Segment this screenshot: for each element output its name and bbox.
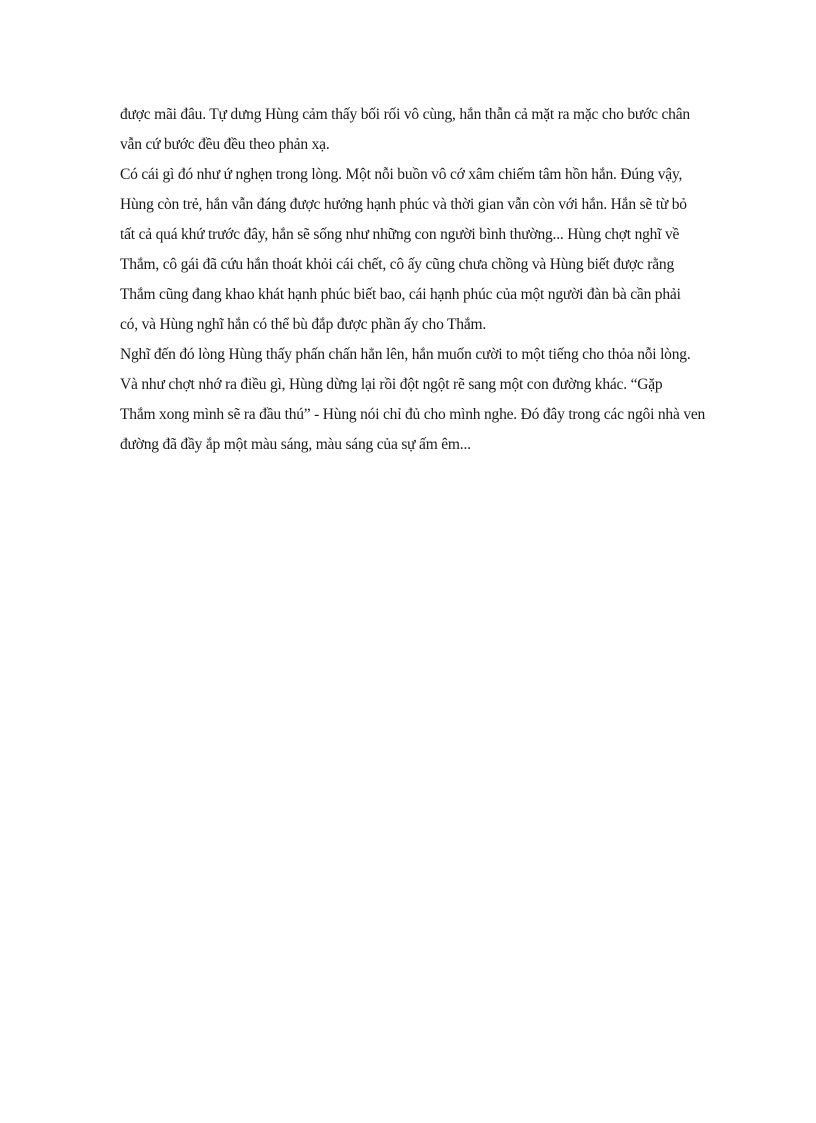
text-line: Thắm xong mình sẽ ra đầu thú” - Hùng nói chỉ đủ cho mình nghe. Đó đây trong các ngôi nhà ven	[120, 406, 706, 423]
text-line: Thắm, cô gái đã cứu hắn thoát khỏi cái chết, cô ấy cũng chưa chồng và Hùng biết được rằng	[120, 256, 675, 273]
text-line: được mãi đâu. Tự dưng Hùng cảm thấy bối rối vô cùng, hắn thẫn cả mặt ra mặc cho bước chân	[120, 106, 690, 123]
text-line: Có cái gì đó như ứ nghẹn trong lòng. Một nỗi buồn vô cớ xâm chiếm tâm hồn hắn. Đúng vậy,	[120, 166, 683, 183]
text-line: có, và Hùng nghĩ hắn có thể bù đắp được phần ấy cho Thắm.	[120, 316, 487, 333]
text-line: đường đã đầy ắp một màu sáng, màu sáng của sự ấm êm...	[120, 436, 471, 453]
story-text	[120, 100, 710, 460]
text-line: vẫn cứ bước đều đều theo phản xạ.	[120, 136, 330, 153]
text-line: Thắm cũng đang khao khát hạnh phúc biết bao, cái hạnh phúc của một người đàn bà cần phải	[120, 286, 681, 303]
text-line: Và như chợt nhớ ra điều gì, Hùng dừng lại rồi đột ngột rẽ sang một con đường khác. “Gặp	[120, 376, 663, 393]
text-line: tất cả quá khứ trước đây, hắn sẽ sống như những con người bình thường... Hùng chợt nghĩ về	[120, 226, 680, 243]
text-line: Hùng còn trẻ, hắn vẫn đáng được hưởng hạnh phúc và thời gian vẫn còn với hắn. Hắn sẽ từ bỏ	[120, 196, 687, 213]
text-line: Nghĩ đến đó lòng Hùng thấy phấn chấn hẳn lên, hắn muốn cười to một tiếng cho thỏa nỗi lòng.	[120, 346, 691, 363]
